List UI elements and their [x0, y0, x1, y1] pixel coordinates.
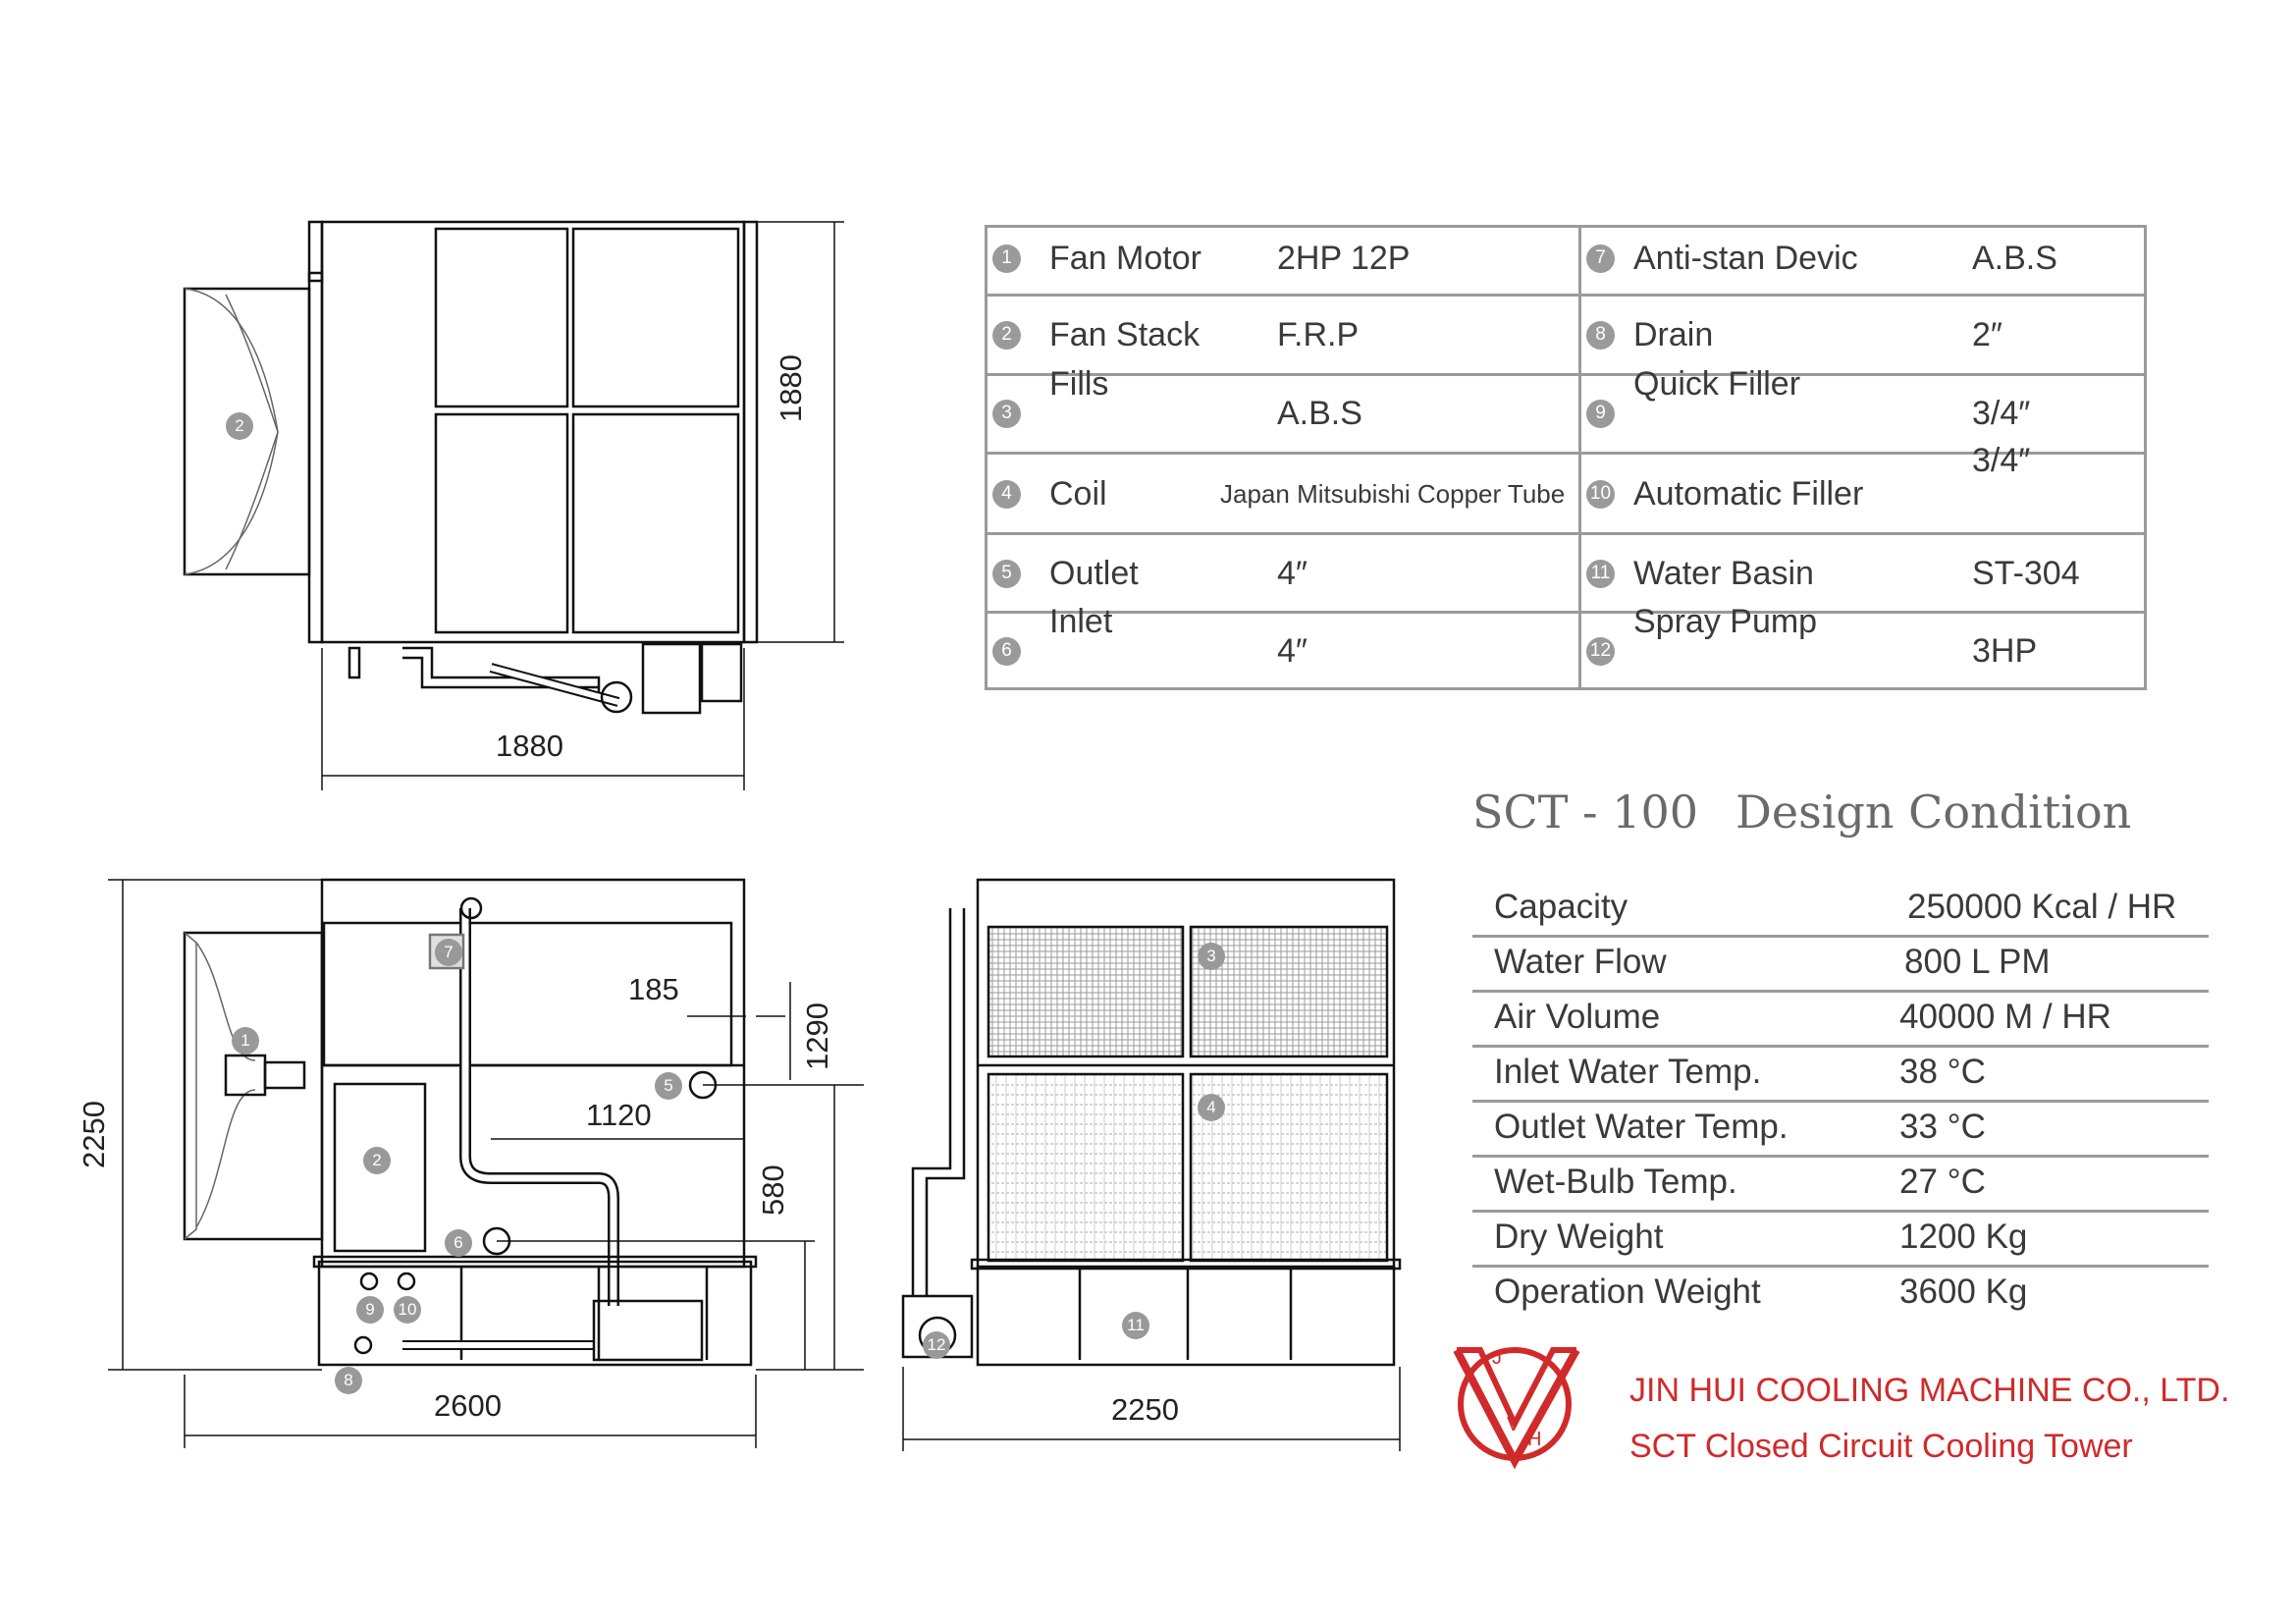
spec-row	[992, 220, 1581, 297]
design-value: 250000 Kcal / HR	[1907, 888, 2177, 926]
item-value: 3HP	[1972, 631, 2038, 670]
item-number: 12	[1586, 637, 1615, 666]
front-view	[108, 880, 864, 1448]
company-logo	[1457, 1350, 1576, 1461]
item-value: A.B.S	[1972, 239, 2057, 277]
item-value: ST-304	[1972, 554, 2080, 592]
spec-row	[1586, 297, 2146, 373]
item-number: 1	[992, 244, 1021, 273]
design-row	[1472, 1155, 2209, 1213]
callout-12: 12	[923, 1331, 950, 1359]
item-name: Automatic Filler	[1633, 474, 1864, 513]
item-number: 5	[992, 560, 1021, 588]
design-label: Air Volume	[1494, 998, 1661, 1036]
design-row	[1472, 1045, 2209, 1103]
item-name: Water Basin	[1633, 554, 1814, 592]
design-label: Inlet Water Temp.	[1494, 1053, 1762, 1091]
item-value: 4″	[1277, 554, 1308, 592]
item-name: Spray Pump	[1633, 603, 1818, 640]
spec-table	[985, 225, 2147, 690]
design-row	[1472, 880, 2209, 938]
callout-8: 8	[335, 1367, 362, 1394]
design-row	[1472, 1265, 2209, 1320]
design-row	[1472, 990, 2209, 1048]
item-number: 6	[992, 637, 1021, 666]
callout-7: 7	[435, 939, 462, 966]
side-view	[903, 880, 1400, 1451]
item-name: Fan Motor	[1049, 239, 1201, 277]
design-value: 3600 Kg	[1899, 1272, 2028, 1311]
spec-row	[992, 456, 1581, 532]
design-label: Operation Weight	[1494, 1272, 1761, 1311]
callout-10: 10	[394, 1296, 421, 1324]
spec-row	[992, 297, 1581, 373]
design-value: 27 °C	[1899, 1163, 1986, 1201]
item-number: 8	[1586, 321, 1615, 350]
callout-11: 11	[1122, 1312, 1149, 1339]
item-number: 3	[992, 400, 1021, 428]
product-name: SCT Closed Circuit Cooling Tower	[1629, 1428, 2133, 1465]
item-name: Coil	[1049, 474, 1107, 513]
item-value: 3/4″	[1972, 442, 2031, 479]
design-label: Water Flow	[1494, 943, 1667, 981]
dim-top-height: 1880	[774, 354, 808, 422]
item-name: Inlet	[1049, 603, 1113, 640]
item-number: 2	[992, 321, 1021, 350]
spec-row	[1586, 535, 2146, 612]
item-value: 4″	[1277, 631, 1308, 670]
item-value: 3/4″	[1972, 394, 2031, 432]
dim-front-width: 2600	[434, 1388, 502, 1423]
dim-front-height: 2250	[77, 1101, 111, 1168]
callout-9: 9	[356, 1296, 384, 1324]
top-view	[185, 222, 844, 790]
callout-1: 1	[232, 1027, 259, 1055]
item-value: Japan Mitsubishi Copper Tube	[1220, 478, 1566, 509]
dim-580: 580	[756, 1164, 790, 1216]
spec-row	[1586, 603, 2146, 689]
item-number: 4	[992, 480, 1021, 509]
callout-2-top: 2	[226, 412, 253, 440]
dim-1290: 1290	[800, 1002, 834, 1070]
dim-185: 185	[628, 972, 679, 1006]
item-value: A.B.S	[1277, 394, 1362, 432]
design-row	[1472, 935, 2209, 993]
design-row	[1472, 1210, 2209, 1268]
design-row	[1472, 1100, 2209, 1158]
callout-2: 2	[363, 1147, 391, 1174]
logo-letter-h: H	[1527, 1429, 1542, 1450]
item-name: Outlet	[1049, 554, 1139, 592]
design-label: Outlet Water Temp.	[1494, 1108, 1789, 1146]
model-name: SCT - 100	[1472, 785, 1698, 839]
design-value: 40000 M / HR	[1899, 998, 2111, 1036]
spec-row	[992, 603, 1581, 689]
item-name: Anti-stan Devic	[1633, 239, 1858, 277]
item-name: Fan Stack	[1049, 315, 1201, 353]
item-number: 11	[1586, 560, 1615, 588]
item-name: Quick Filler	[1633, 365, 1801, 403]
design-value: 38 °C	[1899, 1053, 1986, 1091]
spec-row	[992, 535, 1581, 612]
item-number: 9	[1586, 400, 1615, 428]
dim-top-width: 1880	[496, 729, 563, 763]
item-number: 10	[1586, 480, 1615, 509]
spec-row	[1586, 365, 2146, 452]
item-name: Drain	[1633, 315, 1714, 353]
dim-side-width: 2250	[1111, 1392, 1179, 1427]
logo-letter-v: V	[1507, 1414, 1521, 1435]
item-name: Fills	[1049, 365, 1109, 403]
item-value: F.R.P	[1277, 315, 1360, 353]
design-value: 800 L PM	[1904, 943, 2051, 981]
spec-row	[992, 365, 1581, 452]
logo-letter-j: J	[1492, 1347, 1502, 1369]
design-value: 1200 Kg	[1899, 1218, 2028, 1256]
design-label: Dry Weight	[1494, 1218, 1664, 1256]
item-number: 7	[1586, 244, 1615, 273]
callout-6: 6	[445, 1229, 472, 1257]
callout-3: 3	[1198, 943, 1225, 970]
spec-row	[1586, 442, 2146, 532]
spec-row	[1586, 220, 2146, 297]
design-label: Capacity	[1494, 888, 1629, 926]
item-value: 2HP 12P	[1277, 239, 1411, 277]
callout-5: 5	[655, 1072, 682, 1100]
design-heading: Design Condition	[1735, 785, 2132, 839]
company-name: JIN HUI COOLING MACHINE CO., LTD.	[1629, 1372, 2230, 1409]
design-value: 33 °C	[1899, 1108, 1986, 1146]
design-label: Wet-Bulb Temp.	[1494, 1163, 1737, 1201]
callout-4: 4	[1198, 1094, 1225, 1121]
item-value: 2″	[1972, 315, 2002, 353]
dim-1120: 1120	[586, 1098, 652, 1132]
